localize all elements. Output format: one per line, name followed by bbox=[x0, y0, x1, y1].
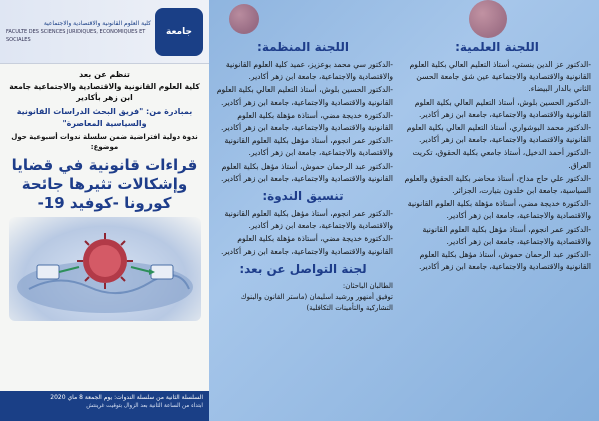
initiative-line: بمبادرة من: "فريق البحث الدراسات القانونية والسياسية المعاصرة" bbox=[16, 107, 193, 128]
list-item: -الدكتور علي حاج مداح، أستاذ محاضر بكلية الحقوق والعلوم السياسية، جامعة ابن خلدون بتيارت، الجزائر. bbox=[404, 173, 591, 196]
list-item: -الدكتور عمر انجوم، أستاذ مؤهل بكلية العلوم القانونية والاقتصادية والاجتماعية، جامعة ابن زهر أكادير. bbox=[224, 209, 393, 231]
coordination-list bbox=[213, 208, 393, 258]
list-item: -الدكتور محمد البوشواري، أستاذ التعليم العالي بكلية العلوم القانونية والاقتصادية والاجتماعية، جامعة ابن زهر أكادير. bbox=[406, 123, 591, 145]
coordination-heading: تنسيق الندوة: bbox=[262, 189, 344, 204]
faculty-name bbox=[6, 20, 151, 44]
event-title: قراءات قانونية في قضايا وإشكالات تثيرها جائحة كورونا -كوفيد 19- bbox=[11, 156, 198, 212]
middle-column bbox=[209, 0, 399, 421]
list-item: -الدكتور عز الدين بنستي، أستاذ التعليم العالي بكلية العلوم القانونية والاقتصادية والاجتماعية عين شق جامعة الحسن الثاني بالدار البيضاء. bbox=[409, 60, 591, 94]
list-item: -الدكتور أحمد الدخيل، أستاذ جامعي بكلية الحقوق، تكريت العراق. bbox=[412, 148, 591, 170]
event-panel bbox=[0, 0, 209, 421]
series-line: ندوة دولية افتراضية ضمن سلسلة ندوات أسبوعية حول موضوع: bbox=[11, 133, 198, 151]
contact-intro: الطالبان الباحثان: bbox=[342, 281, 393, 290]
faculty-header bbox=[0, 0, 209, 64]
list-item: -الدكتور الحسين بلوش، أستاذ التعليم العالي بكلية العلوم القانونية والاقتصادية والاجتماعية، جامعة ابن زهر أكادير. bbox=[216, 85, 393, 107]
event-body bbox=[0, 64, 209, 327]
organizes-line: تنظم عن بعد bbox=[79, 70, 130, 79]
covid-globe-icon bbox=[9, 217, 201, 321]
list-item: -الدكتورة خديجة مضي، أستاذة مؤهلة بكلية العلوم القانونية والاقتصادية والاجتماعية، جامعة ابن زهر أكادير. bbox=[220, 110, 393, 133]
event-time-line: ابتداء من الساعة الثانية بعد الزوال بتوقيت غرينتش bbox=[86, 403, 203, 409]
scientific-committee-column bbox=[399, 0, 599, 421]
list-item: -الدكتورة خديجة مضي، أستاذة مؤهلة بكلية العلوم القانونية والاقتصادية والاجتماعية، جامعة ابن زهر أكادير. bbox=[407, 199, 591, 221]
organizing-committee-list bbox=[213, 59, 393, 185]
university-logo-icon bbox=[155, 8, 203, 56]
faculty-name-fr: FACULTE DES SCIENCES JURIDIQUES, ECONOMIQUES ET SOCIALES bbox=[6, 28, 146, 43]
list-item: -الدكتور سي محمد بوعزيز، عميد كلية العلوم القانونية والاقتصادية والاجتماعية، جامعة ابن زهر أكادير. bbox=[225, 60, 393, 82]
organizing-committee-heading: اللجنة المنظمة: bbox=[257, 40, 349, 54]
logo-text: جامعة bbox=[166, 26, 192, 37]
virus-decoration-icon bbox=[229, 4, 259, 34]
list-item: -الدكتور عبد الرحمان حموش، أستاذ مؤهل بكلية العلوم القانونية والاقتصادية والاجتماعية، جامعة ابن زهر أكادير. bbox=[220, 161, 393, 183]
scientific-committee-list bbox=[403, 59, 591, 273]
covid-illustration bbox=[9, 217, 201, 321]
event-date-footer bbox=[0, 391, 209, 421]
event-date-line: السلسلة الثانية من سلسلة الندوات: يوم الجمعة 8 ماي 2020 bbox=[50, 394, 203, 401]
faculty-name-ar: كلية العلوم القانونية والاقتصادية والاجتماعية bbox=[43, 19, 151, 27]
college-line: كلية العلوم القانونية والاقتصادية والاجتماعية جامعة ابن زهر بأكادير bbox=[9, 82, 200, 102]
contact-committee-heading: لجنة التواصل عن بعد: bbox=[239, 261, 367, 276]
list-item: -الدكتور عمر انجوم، أستاذ مؤهل بكلية العلوم القانونية والاقتصادية والاجتماعية، جامعة ابن زهر أكادير. bbox=[422, 224, 591, 246]
list-item: -الدكتور عمر انجوم، أستاذ مؤهل بكلية العلوم القانونية والاقتصادية والاجتماعية، جامعة ابن زهر أكادير. bbox=[224, 136, 393, 158]
scientific-committee-heading: اللجنة العلمية: bbox=[455, 40, 539, 54]
list-item: -الدكتورة خديجة مضي، أستاذة مؤهلة بكلية العلوم القانونية والاقتصادية والاجتماعية، جامعة ابن زهر أكادير. bbox=[220, 234, 393, 256]
list-item: -الدكتور الحسين بلوش، أستاذ التعليم العالي بكلية العلوم القانونية والاقتصادية والاجتماعية، جامعة ابن زهر أكادير. bbox=[414, 97, 591, 119]
contact-names: توفيق أمنهور ورشيد اسليمان (ماستر القانون والبنوك التشاركية والتأمينات التكافلية) bbox=[240, 292, 393, 312]
virus-decoration-icon bbox=[469, 0, 507, 38]
list-item: -الدكتور عبد الرحمان حموش، أستاذ مؤهل بكلية العلوم القانونية والاقتصادية والاجتماعية، جامعة ابن زهر أكادير. bbox=[418, 250, 591, 272]
